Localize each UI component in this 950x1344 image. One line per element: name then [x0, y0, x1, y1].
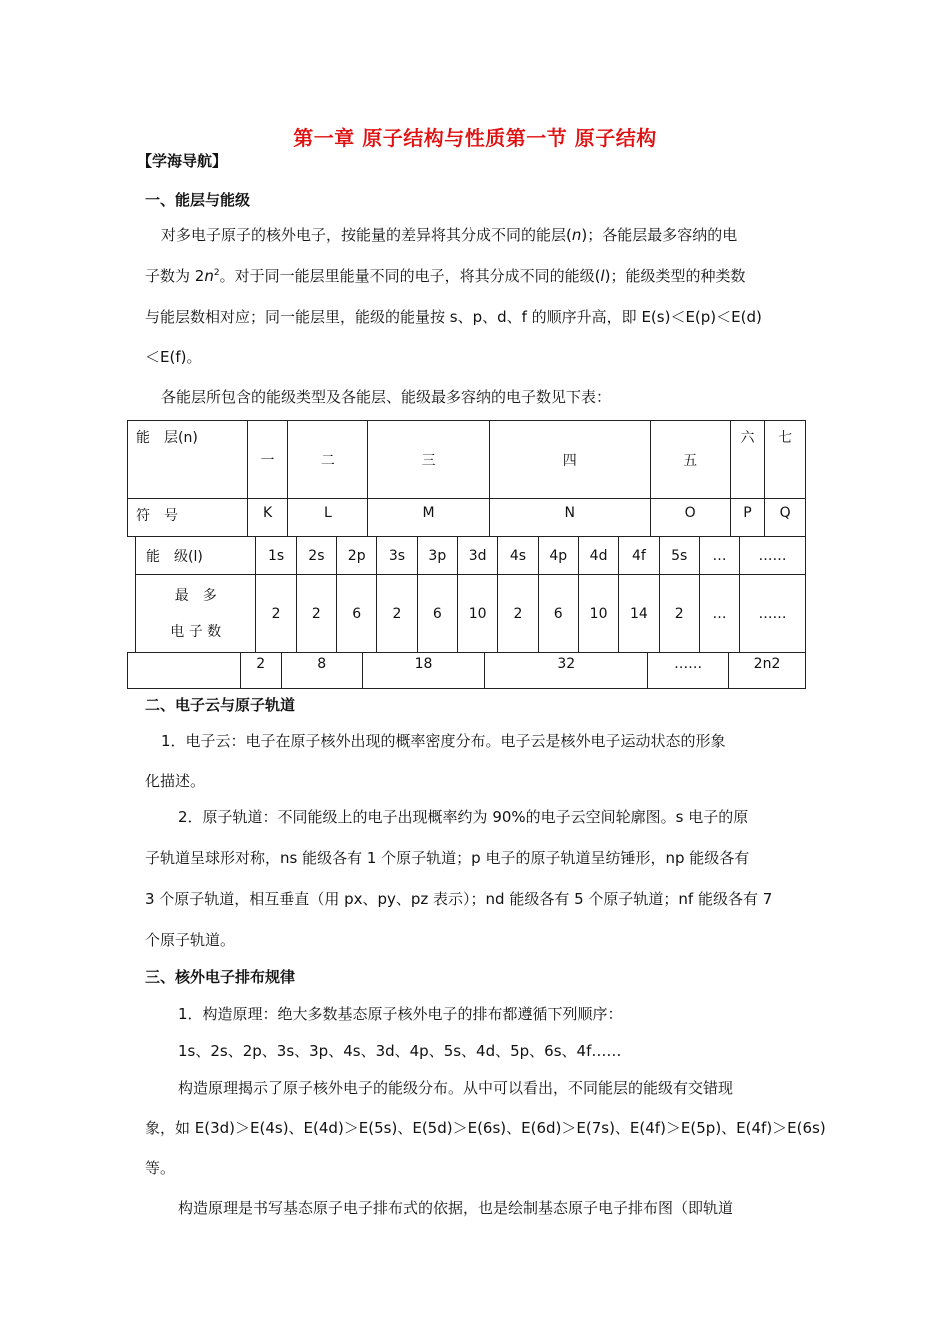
- level-cell: 4f: [619, 537, 659, 575]
- total-cell: 8: [281, 653, 362, 689]
- level-cell: 3p: [417, 537, 457, 575]
- max-electron-cell: 6: [337, 575, 377, 653]
- symbol-label: 符 号: [128, 499, 248, 537]
- section1-para1-line4: ＜E(f)。: [145, 348, 202, 366]
- max-electron-cell: 10: [457, 575, 497, 653]
- energy-level-table-layers: [127, 420, 806, 537]
- section3-order: 1s、2s、2p、3s、3p、4s、3d、4p、5s、4d、5p、6s、4f……: [178, 1042, 622, 1060]
- section1-para2: 各能层所包含的能级类型及各能层、能级最多容纳的电子数见下表：: [161, 388, 612, 406]
- layer-cell: 四: [489, 421, 650, 499]
- section2-para1-line2: 化描述。: [145, 772, 206, 790]
- section2-para2-line4: 个原子轨道。: [145, 931, 236, 949]
- symbol-cell: L: [288, 499, 368, 537]
- layer-cell: 二: [288, 421, 368, 499]
- max-electron-cell: 10: [578, 575, 618, 653]
- max-electron-cell: 2: [498, 575, 538, 653]
- max-label-line1: 最 多: [174, 587, 217, 604]
- section1-para1-line2: 子数为 $2n^2$。对于同一能层里能量不同的电子，将其分成不同的能级(l)；能级类型的种类数: [145, 267, 746, 285]
- totals-label-empty: [128, 653, 241, 689]
- energy-level-table-totals: [127, 652, 806, 689]
- max-electron-cell: 2: [296, 575, 336, 653]
- section2-para1-line1: 1．电子云：电子在原子核外出现的概率密度分布。电子云是核外电子运动状态的形象: [161, 732, 726, 750]
- level-cell: 2p: [337, 537, 377, 575]
- energy-level-table-sublevels: [135, 536, 806, 653]
- section3-para2-line1: 构造原理揭示了原子核外电子的能级分布。从中可以看出，不同能层的能级有交错现: [178, 1079, 734, 1097]
- section3-para2-line3: 等。: [145, 1159, 176, 1177]
- level-cell: 4p: [538, 537, 578, 575]
- section3-para2-line2: 象，如 E(3d)＞E(4s)、E(4d)＞E(5s)、E(5d)＞E(6s)、E(6d)＞E(7s)、E(4f)＞E(5p)、E(4f)＞E(6s): [145, 1119, 826, 1137]
- section1-para1-line1: 对多电子原子的核外电子，按能量的差异将其分成不同的能层(n)；各能层最多容纳的电: [161, 226, 738, 244]
- layer-cell: 一: [247, 421, 288, 499]
- max-electron-cell: 2: [377, 575, 417, 653]
- level-cell: 2s: [296, 537, 336, 575]
- section1-heading: 一、能层与能级: [145, 191, 251, 209]
- section3-heading: 三、核外电子排布规律: [145, 968, 296, 986]
- max-electron-label: [136, 575, 256, 653]
- layer-label: 能 层(n): [128, 421, 248, 499]
- symbol-cell: P: [730, 499, 765, 537]
- section2-para2-line1: 2．原子轨道：不同能级上的电子出现概率约为 90%的电子云空间轮廓图。s 电子的原: [178, 808, 749, 826]
- nav-heading: 【学海导航】: [137, 152, 228, 170]
- level-cell: 4s: [498, 537, 538, 575]
- max-electron-cell: 2: [256, 575, 296, 653]
- section3-para1: 1．构造原理：绝大多数基态原子核外电子的排布都遵循下列顺序：: [178, 1005, 623, 1023]
- symbol-cell: O: [650, 499, 730, 537]
- total-cell-2n2: 2n2: [729, 653, 806, 689]
- symbol-cell: M: [368, 499, 489, 537]
- level-cell: 4d: [578, 537, 618, 575]
- max-electron-cell: 6: [417, 575, 457, 653]
- symbol-cell: K: [247, 499, 288, 537]
- level-cell: …: [699, 537, 739, 575]
- max-electron-cell: …: [699, 575, 739, 653]
- max-electron-cell: 6: [538, 575, 578, 653]
- level-cell: 3d: [457, 537, 497, 575]
- max-label-line2: 电 子 数: [170, 623, 222, 640]
- page-title: 第一章 原子结构与性质第一节 原子结构: [293, 126, 657, 150]
- max-electron-cell: ……: [740, 575, 806, 653]
- section2-para2-line3: 3 个原子轨道，相互垂直（用 px、py、pz 表示）；nd 能级各有 5 个原子轨道；nf 能级各有 7: [145, 890, 773, 908]
- total-cell: 18: [362, 653, 485, 689]
- max-electron-cell: 14: [619, 575, 659, 653]
- total-cell: 2: [240, 653, 281, 689]
- layer-cell: 七: [765, 421, 806, 499]
- level-cell: 3s: [377, 537, 417, 575]
- total-cell: ……: [648, 653, 729, 689]
- layer-cell: 三: [368, 421, 489, 499]
- section3-para3: 构造原理是书写基态原子电子排布式的依据，也是绘制基态原子电子排布图（即轨道: [178, 1199, 734, 1217]
- layer-cell: 五: [650, 421, 730, 499]
- level-label: 能 级(l): [136, 537, 256, 575]
- symbol-cell: N: [489, 499, 650, 537]
- level-cell: ……: [740, 537, 806, 575]
- level-cell: 5s: [659, 537, 699, 575]
- layer-cell: 六: [730, 421, 765, 499]
- section2-para2-line2: 子轨道呈球形对称，ns 能级各有 1 个原子轨道；p 电子的原子轨道呈纺锤形，np 能级各有: [145, 849, 750, 867]
- total-cell: 32: [485, 653, 648, 689]
- max-electron-cell: 2: [659, 575, 699, 653]
- level-cell: 1s: [256, 537, 296, 575]
- symbol-cell: Q: [765, 499, 806, 537]
- section1-para1-line3: 与能层数相对应；同一能层里，能级的能量按 s、p、d、f 的顺序升高，即 E(s)＜E(p)＜E(d): [145, 308, 762, 326]
- section2-heading: 二、电子云与原子轨道: [145, 696, 296, 714]
